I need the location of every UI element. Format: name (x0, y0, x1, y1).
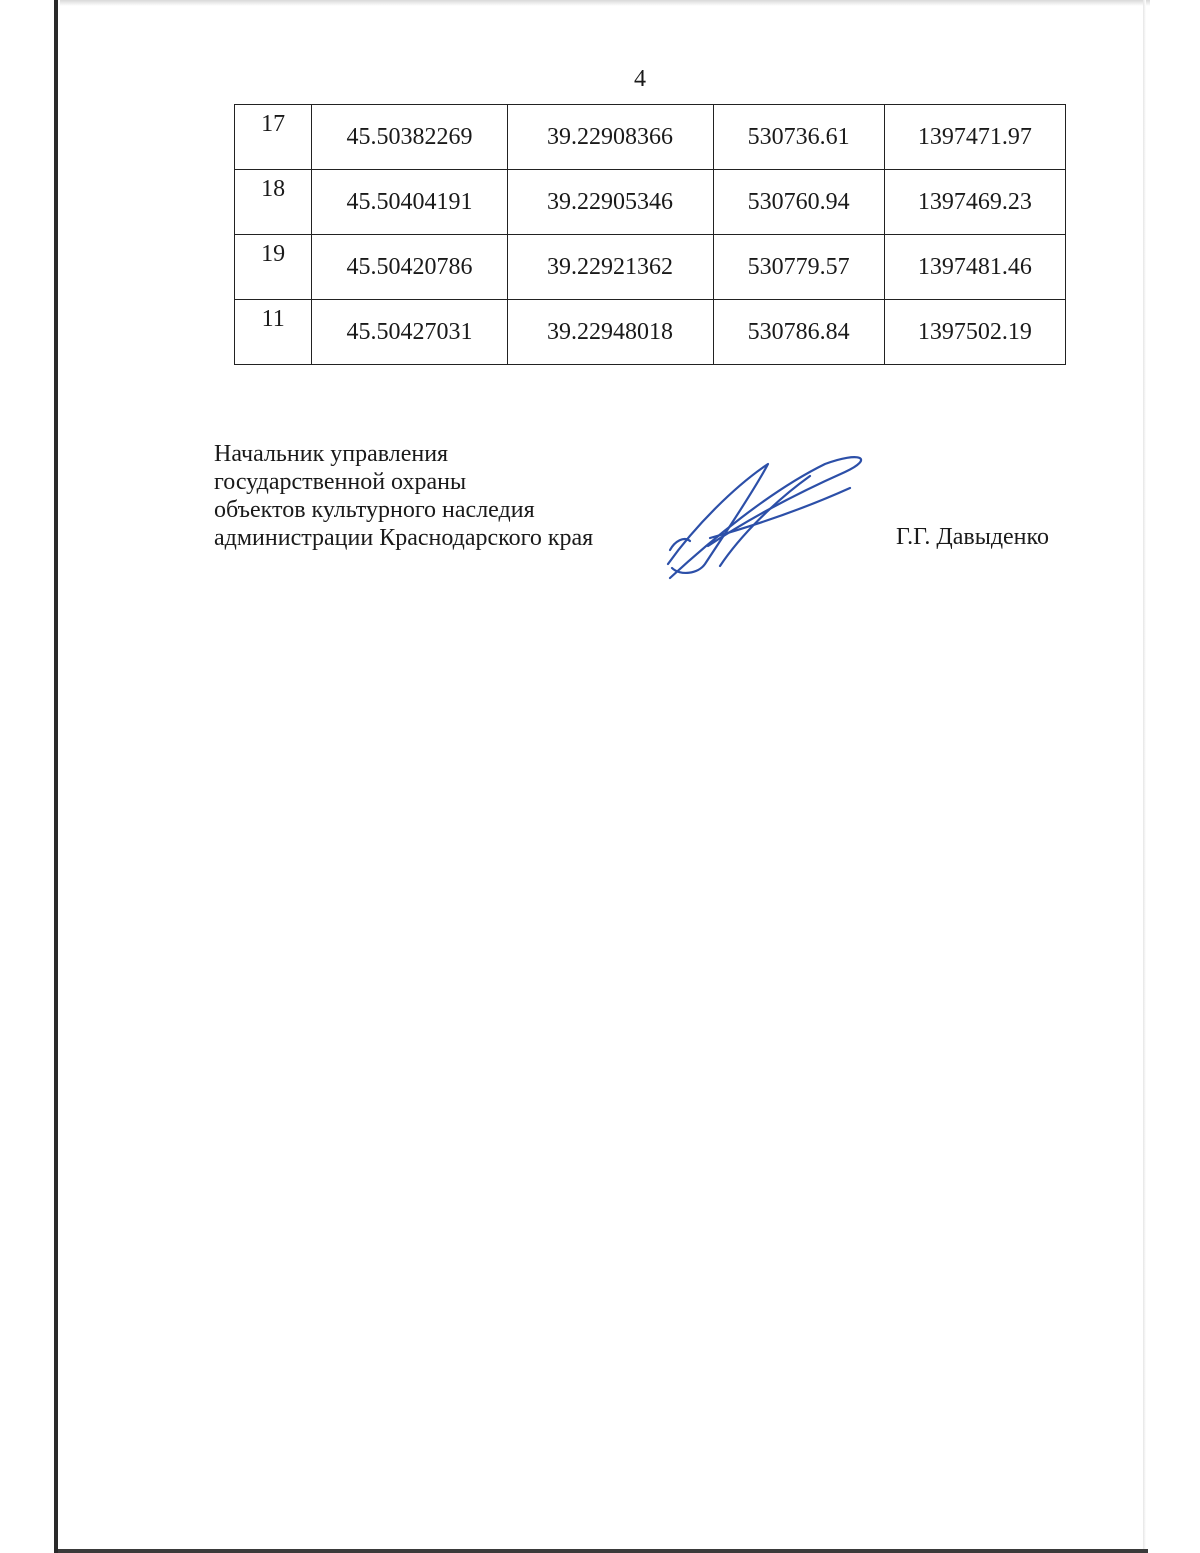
table-row (235, 170, 1066, 235)
signer-name: Г.Г. Давыденко (896, 524, 1049, 550)
x-coordinate-cell: 530786.84 (713, 300, 884, 365)
signer-position-line: государственной охраны (214, 469, 467, 495)
signer-position (214, 440, 593, 552)
y-coordinate-cell: 1397502.19 (884, 300, 1065, 365)
table-row (235, 300, 1066, 365)
y-coordinate-cell: 1397471.97 (884, 105, 1065, 170)
longitude-cell: 39.22905346 (507, 170, 713, 235)
coordinates-table (234, 104, 1066, 365)
y-coordinate-cell: 1397469.23 (884, 170, 1065, 235)
x-coordinate-cell: 530779.57 (713, 235, 884, 300)
x-coordinate-cell: 530736.61 (713, 105, 884, 170)
longitude-cell: 39.22948018 (507, 300, 713, 365)
page-number: 4 (634, 66, 646, 92)
longitude-cell: 39.22921362 (507, 235, 713, 300)
signer-position-line: объектов культурного наследия (214, 497, 535, 523)
table-row (235, 235, 1066, 300)
longitude-cell: 39.22908366 (507, 105, 713, 170)
latitude-cell: 45.50404191 (312, 170, 507, 235)
signer-position-line: администрации Краснодарского края (214, 525, 594, 551)
scan-edge-top (60, 0, 1150, 6)
scan-edge-left (54, 0, 58, 1553)
table-row (235, 105, 1066, 170)
signer-position-line: Начальник управления (214, 441, 449, 467)
y-coordinate-cell: 1397481.46 (884, 235, 1065, 300)
point-number: 18 (235, 170, 312, 235)
latitude-cell: 45.50420786 (312, 235, 507, 300)
point-number: 19 (235, 235, 312, 300)
x-coordinate-cell: 530760.94 (713, 170, 884, 235)
scan-edge-bottom (58, 1549, 1148, 1553)
handwritten-signature (650, 446, 870, 586)
scan-edge-right (1143, 0, 1146, 1553)
latitude-cell: 45.50427031 (312, 300, 507, 365)
point-number: 17 (235, 105, 312, 170)
point-number: 11 (235, 300, 312, 365)
latitude-cell: 45.50382269 (312, 105, 507, 170)
